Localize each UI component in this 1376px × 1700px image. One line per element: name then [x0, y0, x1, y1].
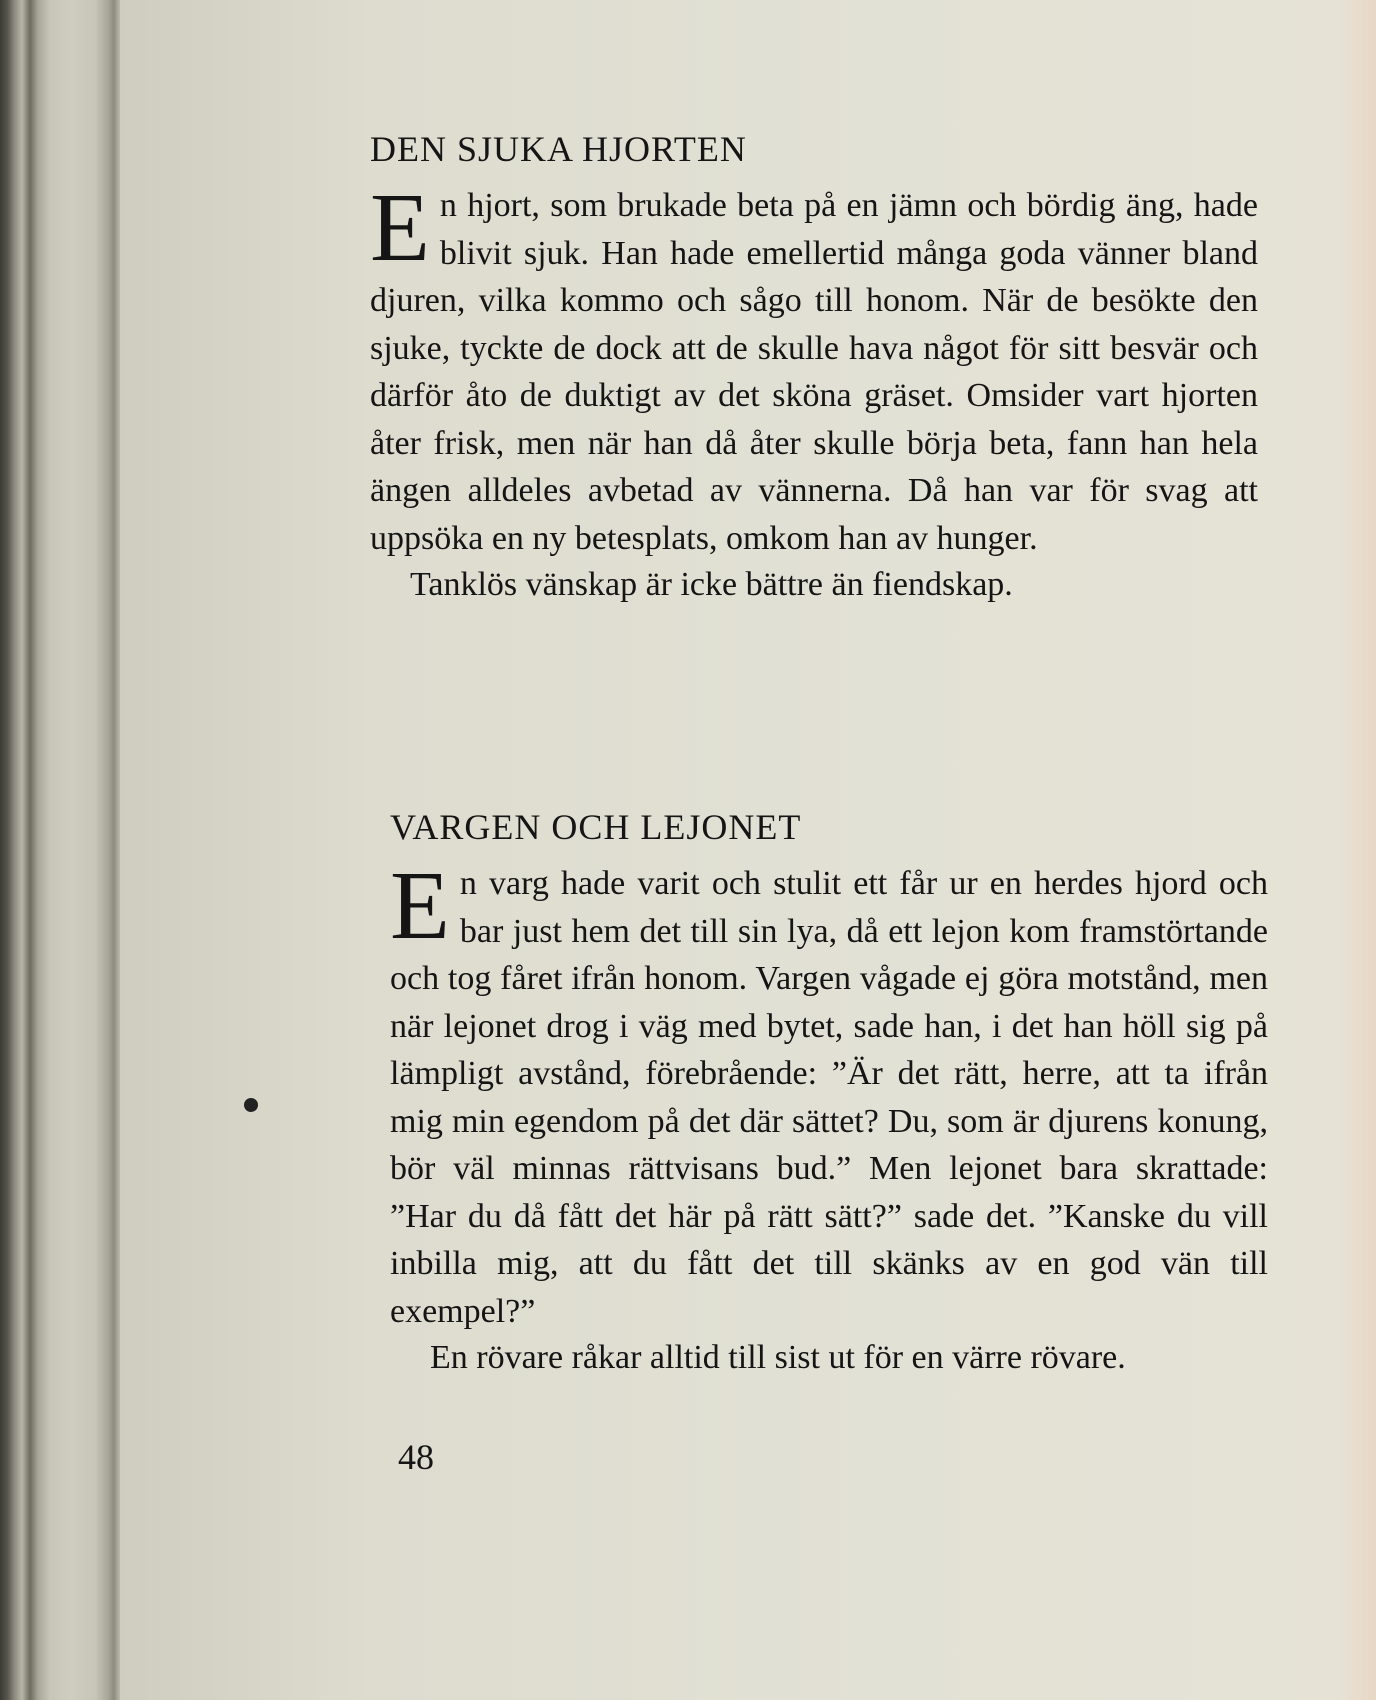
- fable-den-sjuka-hjorten: [370, 128, 1258, 608]
- fable-title: DEN SJUKA HJORTEN: [370, 129, 747, 169]
- fable-vargen-och-lejonet: [390, 806, 1268, 1381]
- fable-body-text: n hjort, som brukade beta på en jämn och bördig äng, hade blivit sjuk. Han hade emellertid många goda vänner bland djuren, vilka kommo och sågo till honom. När de besökte den sjuke, tyckte de dock att de skulle hava något för sitt besvär och därför åto de duktigt av det sköna gräset. Omsider vart hjorten åter frisk, men när han då åter skulle börja beta, fann han hela ängen alldeles avbetad av vännerna. Då han var för svag att uppsöka en ny betesplats, omkom han av hunger.: [370, 187, 1258, 557]
- drop-cap: E: [390, 852, 450, 960]
- fable-title: VARGEN OCH LEJONET: [390, 807, 802, 847]
- fable-body: [370, 174, 1258, 562]
- page-number: 48: [398, 1437, 434, 1477]
- book-binding: [0, 0, 120, 1700]
- fable-moral: Tanklös vänskap är icke bättre än fiendskap.: [410, 566, 1013, 603]
- fable-body: [390, 852, 1268, 1335]
- drop-cap: E: [370, 174, 430, 282]
- ink-speck: [244, 1098, 258, 1112]
- fable-moral: En rövare råkar alltid till sist ut för en värre rövare.: [430, 1339, 1126, 1376]
- fable-body-text: n varg hade varit och stulit ett får ur en herdes hjord och bar just hem det till sin lya, då ett lejon kom framstörtande och tog fåret ifrån honom. Vargen vågade ej göra motstånd, men när lejonet drog i väg med bytet, sade han, i det han höll sig på lämpligt avstånd, förebrående: ”Är det rätt, herre, att ta ifrån mig min egendom på det där sättet? Du, som är djurens konung, bör väl minnas rättvisans bud.” Men lejonet bara skrattade: ”Har du då fått det här på rätt sätt?” sade det. ”Kanske du vill inbilla mig, att du fått det till skänks av en god vän till exempel?”: [390, 865, 1268, 1330]
